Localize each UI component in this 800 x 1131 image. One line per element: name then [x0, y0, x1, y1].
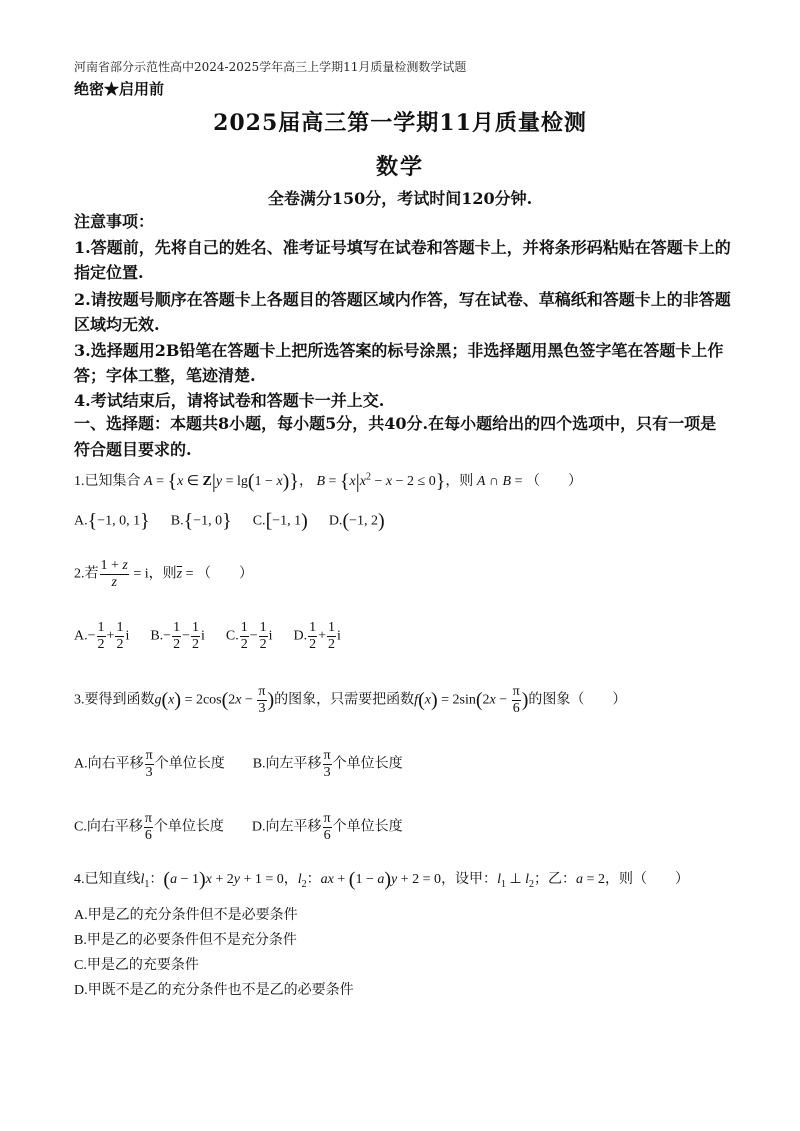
option-d: D. [328, 513, 343, 529]
q3-prefix: 3.要得到函数 [74, 692, 155, 708]
q4-prefix: 4.已知直线 [74, 872, 141, 887]
option-d-unit: 个单位长度 [332, 819, 403, 835]
option-b: B.甲是乙的必要条件但不是充分条件 [74, 933, 297, 948]
option-c: C.甲是乙的充要条件 [74, 958, 199, 973]
option-a: A.甲是乙的充分条件但不是必要条件 [74, 908, 298, 923]
q4-sep: ： [149, 872, 164, 887]
q4-sep-2: ： [306, 872, 321, 887]
option-d: D.向左平移 [251, 819, 322, 835]
document-header: 河南省部分示范性高中2024-2025学年高三上学期11月质量检测数学试题 [74, 60, 467, 74]
answer-paren: （ ） [525, 474, 582, 489]
secret-label: 绝密★启用前 [74, 80, 165, 98]
q3-suffix: 的图象 [528, 692, 571, 708]
exam-title: 2025届高三第一学期11月质量检测 [213, 110, 587, 136]
option-a: A.向右平移 [74, 756, 144, 772]
answer-paren: （ ） [632, 872, 689, 887]
notice-line: 答；字体工整，笔迹清楚. [74, 366, 256, 385]
option-b: B.向左平移 [252, 756, 322, 772]
option-c: C.向右平移 [74, 819, 143, 835]
option-b: B. [170, 513, 184, 529]
notice-line: 4.考试结束后，请将试卷和答题卡一并上交. [74, 391, 385, 410]
option-c: C. [252, 513, 266, 529]
q4-yi: ；乙： [534, 872, 577, 887]
option-d: D.甲既不是乙的充分条件也不是乙的必要条件 [74, 983, 354, 998]
section-heading-cont: 符合题目要求的. [74, 440, 192, 459]
notice-title: 注意事项： [74, 212, 155, 231]
q4-ze: ，则 [604, 872, 633, 887]
q2-options: A.− $\frac{1}{2}$ + $\frac{1}{2}$ i B.− $\frac{1}{2}$ − $\frac{1}{2}$ i C. $\frac{1}{2}$ − $\frac{1}{2}$ i D. $\frac{1}{2}$ + $\frac{1}{2}$ i [74, 620, 341, 652]
question-4: 4.已知直线$l_1$：(a − 1)x + 2y + 1 = 0，$l_2$：ax + (1 − a)y + 2 = 0，设甲：$l_1$ ⊥ $l_2$；乙：a = 2，则（ ） [74, 868, 689, 891]
q2-prefix: 2.若 [74, 566, 99, 582]
option-b: B. [150, 628, 164, 644]
option-a: A. [74, 628, 88, 644]
q4-assume: ，设甲： [441, 872, 498, 887]
notice-line: 2.请按题号顺序在答题卡上各题目的答题区域内作答，写在试卷、草稿纸和答题卡上的非答题 [74, 290, 731, 309]
q2-mid: ，则 [148, 566, 177, 582]
option-d: D. [293, 628, 308, 644]
q1-options: A.{−1, 0, 1} B.{−1, 0} C.[−1, 1) D.(−1, 2) [74, 510, 385, 532]
notice-line: 区域均无效. [74, 315, 160, 334]
question-2: 2.若 $\frac{1 + z}{z}$ = i，则$\overline{z}$ = （ ） [74, 558, 254, 590]
q1-prefix: 1.已知集合 [74, 474, 141, 489]
full-marks-line: 全卷满分150分，考试时间120分钟. [267, 189, 533, 208]
option-c: C. [225, 628, 239, 644]
q1-suffix: ，则 [445, 474, 474, 489]
option-a: A. [74, 513, 88, 529]
question-3: 3.要得到函数g(x) = 2cos(2x − $\frac{\pi}{3}$ )的图象，只需要把函数f(x) = 2sin(2x − $\frac{\pi}{6}$ )的图象（ ） [74, 684, 627, 716]
q3-options-ab: A.向右平移 $\frac{\pi}{3}$ 个单位长度 B.向左平移 $\frac{\pi}{3}$ 个单位长度 [74, 748, 403, 780]
option-b-unit: 个单位长度 [332, 756, 403, 772]
option-a-unit: 个单位长度 [154, 756, 225, 772]
question-1: 1.已知集合 A = {x ∈ Z|y = lg(1 − x)}， $B = \{x|x^2 - x - 2 \le 0\}$，则 A ∩ B = （ ） [74, 470, 582, 493]
option-c-unit: 个单位长度 [153, 819, 224, 835]
q3-mid: 的图象，只需要把函数 [274, 692, 415, 708]
notice-line: 指定位置. [74, 263, 144, 282]
subject-title: 数学 [375, 154, 424, 180]
q4-comma: ， [283, 872, 298, 887]
q3-options-cd: C.向右平移 $\frac{\pi}{6}$ 个单位长度 D.向左平移 $\frac{\pi}{6}$ 个单位长度 [74, 811, 403, 843]
answer-paren: （ ） [570, 692, 627, 708]
answer-paren: （ ） [197, 566, 254, 582]
notice-line: 1.答题前，先将自己的姓名、准考证号填写在试卷和答题卡上，并将条形码粘贴在答题卡上的 [74, 238, 731, 257]
section-heading: 一、选择题：本题共8小题，每小题5分，共40分.在每小题给出的四个选项中，只有一项是 [74, 414, 717, 433]
notice-line: 3.选择题用2B铅笔在答题卡上把所选答案的标号涂黑；非选择题用黑色签字笔在答题卡上作 [74, 341, 724, 360]
